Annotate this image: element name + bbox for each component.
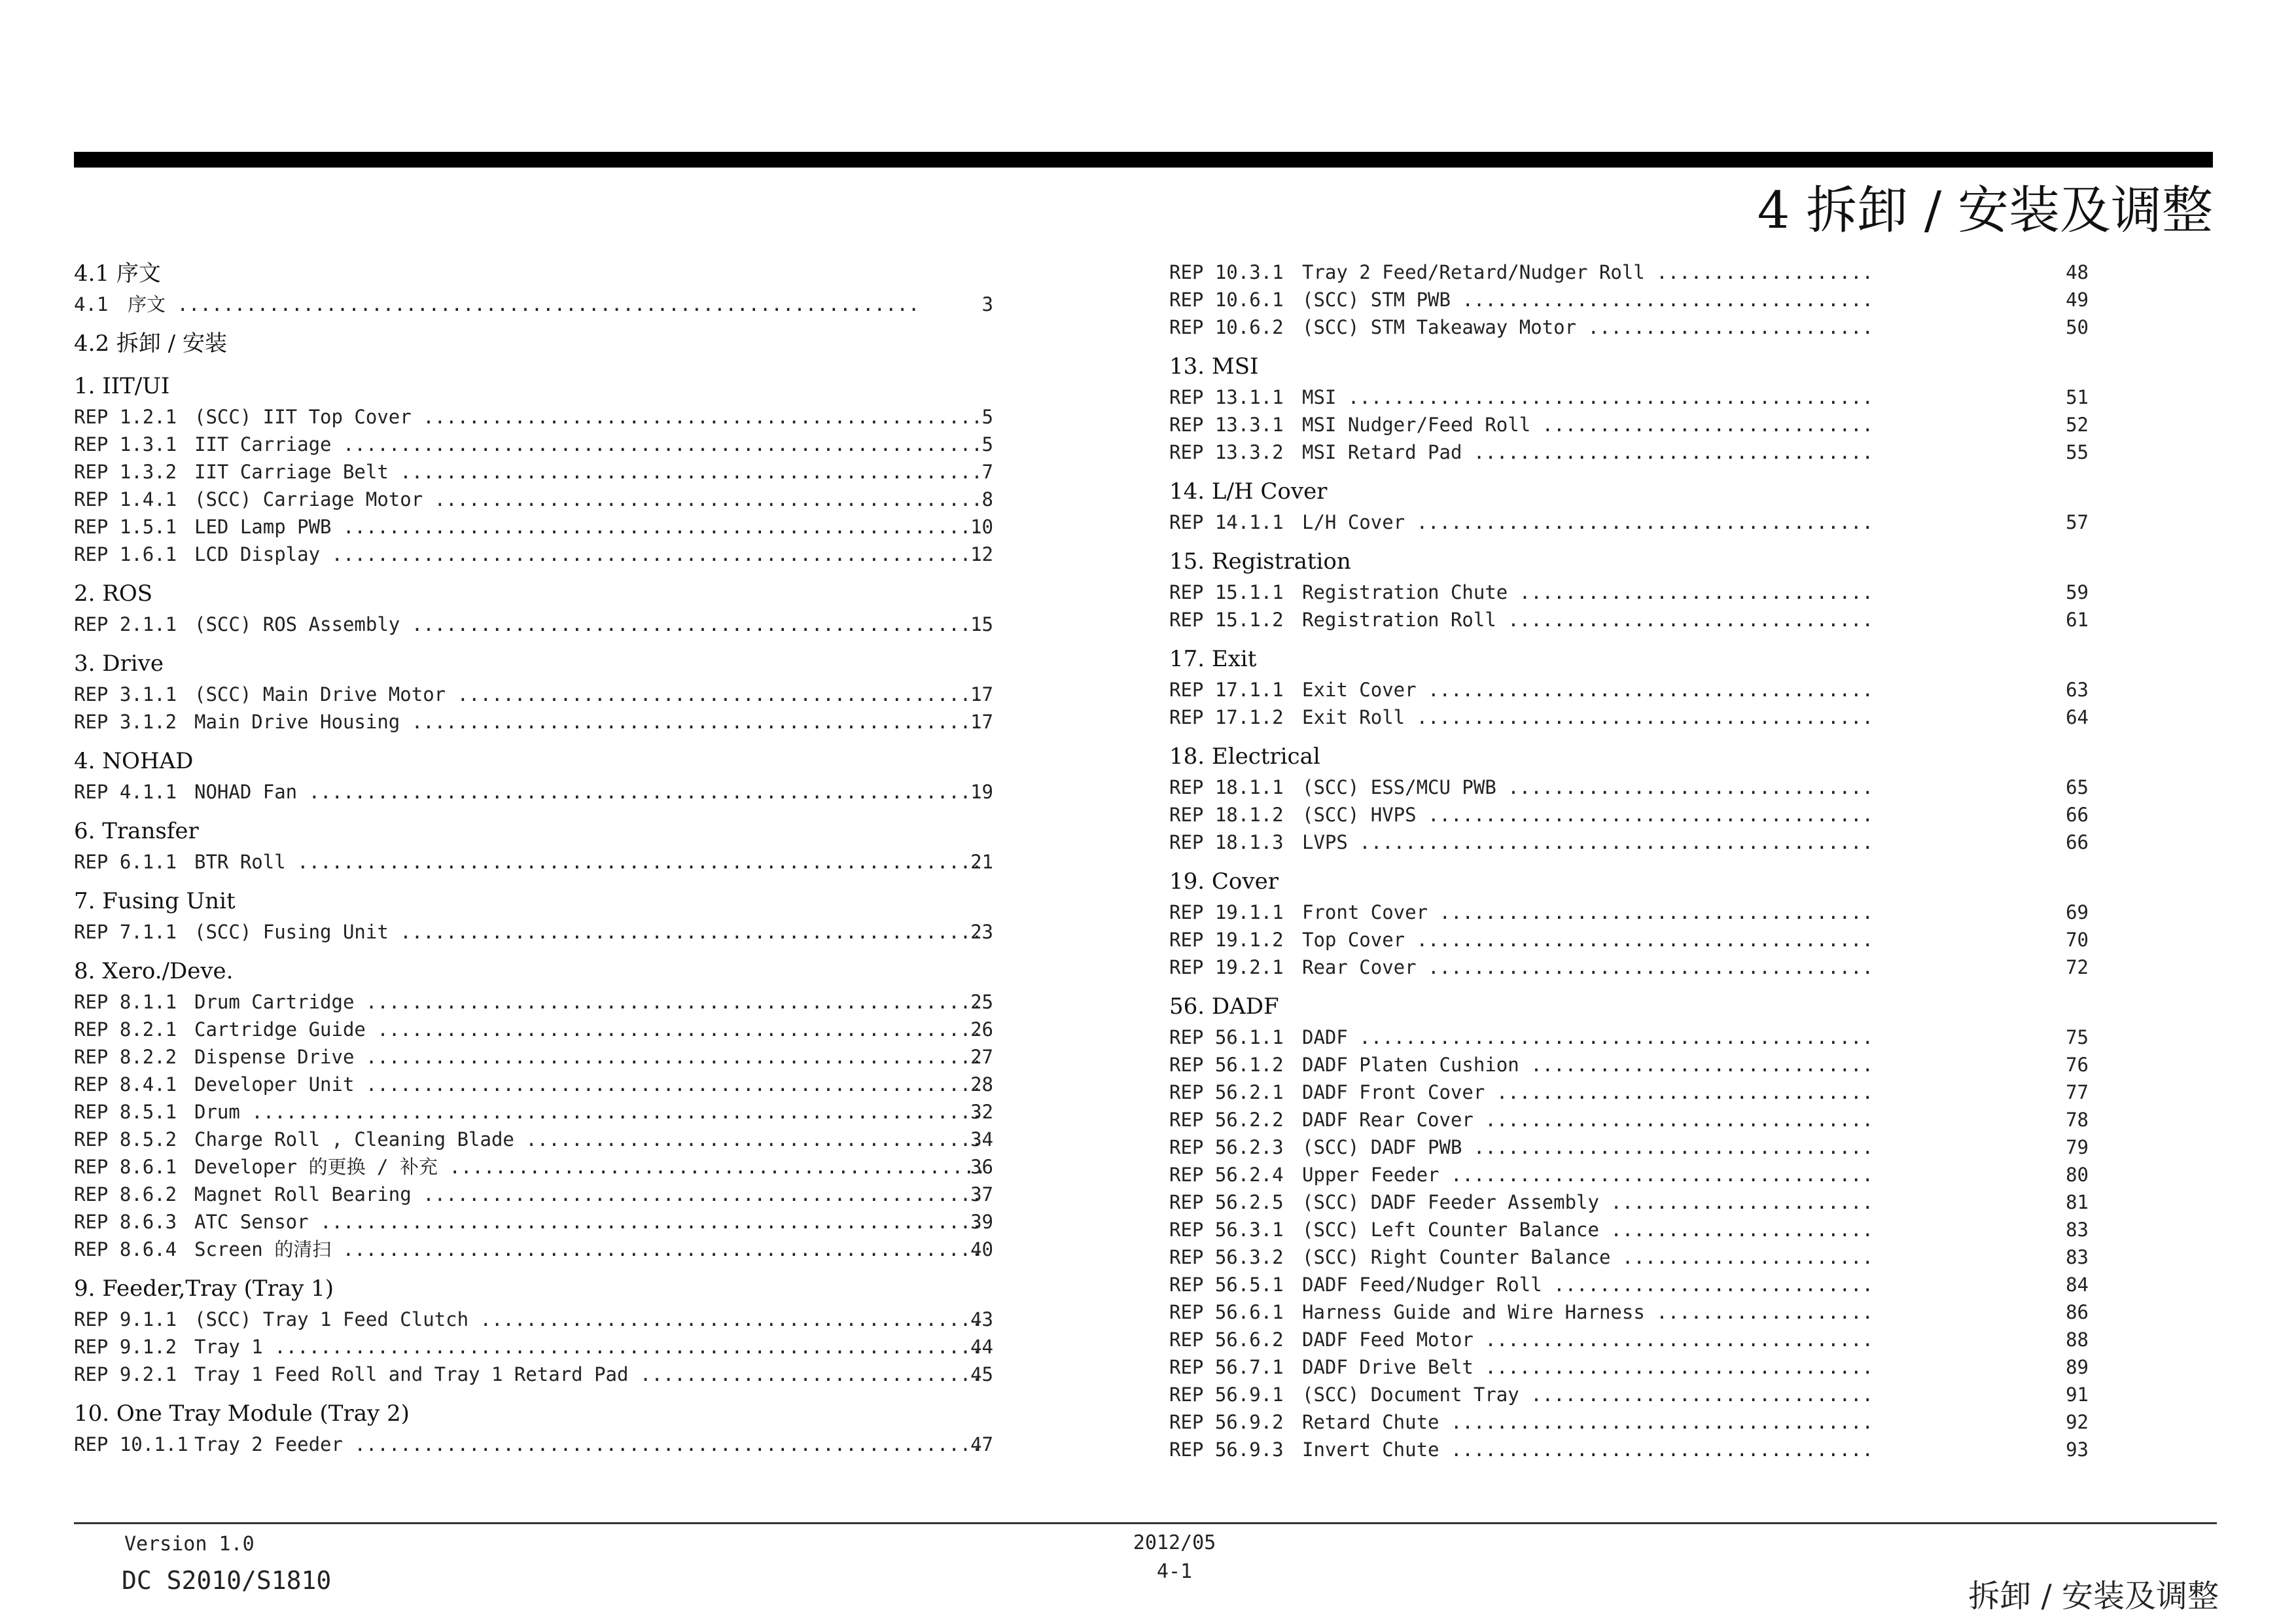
toc-entry-ref: REP 18.1.3 bbox=[1169, 831, 1284, 853]
toc-entry-title: MSI ..... bbox=[1302, 384, 1871, 410]
toc-entry-page: 70 bbox=[2066, 929, 2089, 951]
toc-entry-page: 27 bbox=[970, 1046, 993, 1068]
toc-entry-ref: REP 8.6.3 bbox=[74, 1211, 177, 1233]
toc-entry-ref: REP 19.1.2 bbox=[1169, 929, 1284, 951]
toc-entry[interactable] bbox=[1169, 1079, 2089, 1105]
toc-entry[interactable] bbox=[74, 431, 993, 457]
toc-entry-title: LVPS ..... bbox=[1302, 829, 1871, 855]
section-heading: 4.1 序文 bbox=[74, 260, 161, 287]
toc-entry-ref: REP 56.3.1 bbox=[1169, 1219, 1284, 1241]
footer-rule bbox=[74, 1522, 2217, 1524]
toc-entry-title: DADF Feed/Nudger Roll ..... bbox=[1302, 1272, 1871, 1298]
toc-entry-page: 39 bbox=[970, 1211, 993, 1233]
toc-entry[interactable] bbox=[74, 919, 993, 945]
toc-entry-ref: REP 7.1.1 bbox=[74, 921, 177, 943]
toc-entry-title: (SCC) Main Drive Motor ..... bbox=[194, 681, 986, 707]
toc-entry-page: 28 bbox=[970, 1073, 993, 1096]
toc-entry-title: Rear Cover ..... bbox=[1302, 954, 1871, 980]
toc-entry-ref: REP 18.1.2 bbox=[1169, 804, 1284, 826]
toc-entry-ref: REP 13.3.2 bbox=[1169, 441, 1284, 463]
toc-entry-page: 3 bbox=[981, 293, 993, 315]
section-heading: 3. Drive bbox=[74, 651, 164, 677]
toc-entry-page: 10 bbox=[970, 516, 993, 538]
toc-entry-page: 23 bbox=[970, 921, 993, 943]
toc-entry[interactable] bbox=[1169, 287, 2089, 313]
toc-entry-ref: REP 8.4.1 bbox=[74, 1073, 177, 1096]
toc-entry-title: Harness Guide and Wire Harness ..... bbox=[1302, 1299, 1871, 1325]
section-heading: 9. Feeder,Tray (Tray 1) bbox=[74, 1275, 334, 1302]
toc-entry-ref: 4.1 bbox=[74, 293, 109, 315]
toc-entry[interactable] bbox=[74, 1071, 993, 1097]
toc-entry[interactable] bbox=[1169, 1272, 2089, 1298]
toc-entry-ref: REP 19.1.1 bbox=[1169, 901, 1284, 923]
section-heading: 2. ROS bbox=[74, 580, 153, 607]
toc-entry-page: 5 bbox=[981, 433, 993, 455]
toc-entry[interactable] bbox=[1169, 412, 2089, 438]
toc-entry-page: 66 bbox=[2066, 831, 2089, 853]
toc-entry-ref: REP 10.6.1 bbox=[1169, 289, 1284, 311]
toc-entry[interactable] bbox=[1169, 1354, 2089, 1380]
toc-entry-page: 26 bbox=[970, 1018, 993, 1041]
section-heading: 1. IIT/UI bbox=[74, 373, 170, 399]
toc-entry-ref: REP 1.3.2 bbox=[74, 461, 177, 483]
toc-entry[interactable] bbox=[74, 681, 993, 707]
toc-entry[interactable] bbox=[1169, 607, 2089, 633]
toc-entry-ref: REP 18.1.1 bbox=[1169, 776, 1284, 798]
toc-entry-ref: REP 8.6.1 bbox=[74, 1156, 177, 1178]
toc-entry-ref: REP 17.1.2 bbox=[1169, 706, 1284, 728]
toc-entry-title: (SCC) STM Takeaway Motor ..... bbox=[1302, 314, 1871, 340]
toc-entry-page: 47 bbox=[970, 1433, 993, 1455]
toc-entry-title: (SCC) Carriage Motor ..... bbox=[194, 486, 986, 512]
section-heading: 6. Transfer bbox=[74, 818, 199, 844]
toc-entry-ref: REP 19.2.1 bbox=[1169, 956, 1284, 978]
toc-entry-title: ATC Sensor ..... bbox=[194, 1209, 986, 1235]
toc-entry-ref: REP 8.2.2 bbox=[74, 1046, 177, 1068]
toc-entry-page: 72 bbox=[2066, 956, 2089, 978]
toc-entry-title: Tray 1 Feed Roll and Tray 1 Retard Pad ..... bbox=[194, 1361, 986, 1387]
toc-entry-title: Registration Chute ..... bbox=[1302, 579, 1871, 605]
toc-entry-page: 8 bbox=[981, 488, 993, 510]
toc-entry-page: 81 bbox=[2066, 1191, 2089, 1213]
toc-entry-title: DADF Rear Cover ..... bbox=[1302, 1107, 1871, 1133]
section-heading: 56. DADF bbox=[1169, 993, 1279, 1020]
toc-entry[interactable] bbox=[1169, 439, 2089, 465]
toc-entry-page: 52 bbox=[2066, 414, 2089, 436]
toc-entry[interactable] bbox=[74, 989, 993, 1015]
toc-entry-ref: REP 10.3.1 bbox=[1169, 261, 1284, 283]
footer-date: 2012/05 bbox=[1133, 1531, 1216, 1554]
toc-entry-ref: REP 56.1.2 bbox=[1169, 1054, 1284, 1076]
toc-entry-page: 88 bbox=[2066, 1329, 2089, 1351]
toc-entry-page: 12 bbox=[970, 543, 993, 565]
toc-entry-title: (SCC) DADF Feeder Assembly ..... bbox=[1302, 1189, 1871, 1215]
toc-entry-page: 36 bbox=[970, 1156, 993, 1178]
toc-entry-page: 64 bbox=[2066, 706, 2089, 728]
toc-entry-title: MSI Nudger/Feed Roll ..... bbox=[1302, 412, 1871, 438]
toc-entry-page: 5 bbox=[981, 406, 993, 428]
toc-entry-page: 17 bbox=[970, 683, 993, 705]
toc-entry-ref: REP 9.1.1 bbox=[74, 1308, 177, 1330]
toc-entry[interactable] bbox=[1169, 802, 2089, 828]
toc-entry-title: NOHAD Fan ..... bbox=[194, 779, 986, 805]
toc-entry-title: Charge Roll , Cleaning Blade ..... bbox=[194, 1126, 986, 1152]
toc-entry[interactable] bbox=[74, 1181, 993, 1207]
toc-entry-title: Retard Chute ..... bbox=[1302, 1409, 1871, 1435]
toc-entry-page: 51 bbox=[2066, 386, 2089, 408]
toc-entry-page: 45 bbox=[970, 1363, 993, 1385]
toc-entry-title: Tray 2 Feeder ..... bbox=[194, 1431, 986, 1457]
toc-entry-page: 19 bbox=[970, 781, 993, 803]
toc-entry-page: 63 bbox=[2066, 679, 2089, 701]
toc-entry-title: (SCC) Document Tray ..... bbox=[1302, 1382, 1871, 1408]
toc-entry-ref: REP 3.1.2 bbox=[74, 711, 177, 733]
toc-entry-title: (SCC) Left Counter Balance ..... bbox=[1302, 1217, 1871, 1243]
toc-entry-page: 91 bbox=[2066, 1383, 2089, 1406]
toc-entry-title: IIT Carriage Belt ..... bbox=[194, 459, 986, 485]
toc-entry-title: Developer Unit ..... bbox=[194, 1071, 986, 1097]
toc-entry-title: Exit Cover ..... bbox=[1302, 677, 1871, 703]
toc-entry-page: 65 bbox=[2066, 776, 2089, 798]
toc-entry[interactable] bbox=[1169, 384, 2089, 410]
toc-entry-title: Main Drive Housing ..... bbox=[194, 709, 986, 735]
toc-entry[interactable] bbox=[74, 1209, 993, 1235]
toc-entry[interactable] bbox=[1169, 1244, 2089, 1270]
toc-entry-page: 80 bbox=[2066, 1164, 2089, 1186]
toc-entry[interactable] bbox=[74, 1334, 993, 1360]
toc-entry-page: 89 bbox=[2066, 1356, 2089, 1378]
toc-entry-ref: REP 10.6.2 bbox=[1169, 316, 1284, 338]
toc-entry[interactable] bbox=[74, 1236, 993, 1262]
toc-entry-ref: REP 56.5.1 bbox=[1169, 1274, 1284, 1296]
toc-entry-page: 37 bbox=[970, 1183, 993, 1205]
toc-entry-page: 59 bbox=[2066, 581, 2089, 603]
toc-entry-ref: REP 8.6.2 bbox=[74, 1183, 177, 1205]
toc-entry[interactable] bbox=[1169, 1327, 2089, 1353]
toc-entry-ref: REP 9.1.2 bbox=[74, 1336, 177, 1358]
toc-entry-ref: REP 56.2.5 bbox=[1169, 1191, 1284, 1213]
toc-entry-ref: REP 14.1.1 bbox=[1169, 511, 1284, 533]
toc-entry-title: (SCC) Fusing Unit ..... bbox=[194, 919, 986, 945]
section-heading: 14. L/H Cover bbox=[1169, 478, 1328, 505]
toc-entry-ref: REP 3.1.1 bbox=[74, 683, 177, 705]
toc-entry[interactable] bbox=[74, 1361, 993, 1387]
footer-page-number: 4-1 bbox=[1156, 1560, 1193, 1583]
toc-entry[interactable] bbox=[1169, 1299, 2089, 1325]
toc-entry-ref: REP 8.5.1 bbox=[74, 1101, 177, 1123]
toc-entry-title: Developer 的更换 / 补充 ..... bbox=[194, 1154, 986, 1180]
toc-entry-title: Tray 1 ..... bbox=[194, 1334, 986, 1360]
header-rule bbox=[74, 152, 2213, 168]
footer-model: DC S2010/S1810 bbox=[122, 1566, 332, 1595]
footer-version: Version 1.0 bbox=[124, 1533, 255, 1556]
toc-entry-title: Invert Chute ..... bbox=[1302, 1436, 1871, 1463]
toc-entry-ref: REP 10.1.1 bbox=[74, 1433, 188, 1455]
toc-entry-page: 55 bbox=[2066, 441, 2089, 463]
toc-entry-title: L/H Cover ..... bbox=[1302, 509, 1871, 535]
toc-entry-ref: REP 56.2.2 bbox=[1169, 1109, 1284, 1131]
section-heading: 19. Cover bbox=[1169, 868, 1279, 895]
section-heading: 15. Registration bbox=[1169, 548, 1351, 575]
toc-entry-title: Upper Feeder ..... bbox=[1302, 1162, 1871, 1188]
toc-entry-ref: REP 8.1.1 bbox=[74, 991, 177, 1013]
toc-entry[interactable] bbox=[1169, 1162, 2089, 1188]
toc-entry-title: (SCC) DADF PWB ..... bbox=[1302, 1134, 1871, 1160]
toc-entry-page: 69 bbox=[2066, 901, 2089, 923]
section-heading: 8. Xero./Deve. bbox=[74, 958, 234, 984]
section-heading: 4. NOHAD bbox=[74, 748, 194, 774]
toc-entry-title: Registration Roll ..... bbox=[1302, 607, 1871, 633]
toc-entry-page: 17 bbox=[970, 711, 993, 733]
toc-entry-ref: REP 15.1.1 bbox=[1169, 581, 1284, 603]
toc-entry-page: 48 bbox=[2066, 261, 2089, 283]
toc-entry-page: 93 bbox=[2066, 1438, 2089, 1461]
toc-entry-ref: REP 13.3.1 bbox=[1169, 414, 1284, 436]
toc-entry-ref: REP 4.1.1 bbox=[74, 781, 177, 803]
toc-entry[interactable] bbox=[74, 709, 993, 735]
toc-entry-ref: REP 56.3.2 bbox=[1169, 1246, 1284, 1268]
toc-entry-ref: REP 56.1.1 bbox=[1169, 1026, 1284, 1048]
toc-entry-title: Drum Cartridge ..... bbox=[194, 989, 986, 1015]
toc-entry-title: DADF Platen Cushion ..... bbox=[1302, 1052, 1871, 1078]
toc-entry-title: DADF Feed Motor ..... bbox=[1302, 1327, 1871, 1353]
toc-entry-title: DADF Front Cover ..... bbox=[1302, 1079, 1871, 1105]
toc-entry-title: 序文 ..... bbox=[128, 291, 919, 317]
toc-entry[interactable] bbox=[74, 459, 993, 485]
toc-entry[interactable] bbox=[1169, 509, 2089, 535]
toc-entry-title: Exit Roll ..... bbox=[1302, 704, 1871, 730]
toc-entry[interactable] bbox=[74, 849, 993, 875]
toc-entry-page: 57 bbox=[2066, 511, 2089, 533]
toc-entry-ref: REP 56.2.1 bbox=[1169, 1081, 1284, 1103]
toc-entry[interactable] bbox=[1169, 1409, 2089, 1435]
toc-entry[interactable] bbox=[74, 514, 993, 540]
toc-entry[interactable] bbox=[1169, 1024, 2089, 1050]
toc-entry[interactable] bbox=[74, 404, 993, 430]
toc-entry[interactable] bbox=[1169, 1436, 2089, 1463]
section-heading: 18. Electrical bbox=[1169, 743, 1320, 770]
toc-entry-page: 75 bbox=[2066, 1026, 2089, 1048]
toc-entry-ref: REP 56.7.1 bbox=[1169, 1356, 1284, 1378]
toc-entry-page: 61 bbox=[2066, 609, 2089, 631]
chapter-title: 4 拆卸 / 安装及调整 bbox=[1757, 181, 2213, 240]
toc-entry-title: IIT Carriage ..... bbox=[194, 431, 986, 457]
toc-entry-title: Screen 的清扫 ..... bbox=[194, 1236, 986, 1262]
toc-entry-page: 78 bbox=[2066, 1109, 2089, 1131]
section-heading: 7. Fusing Unit bbox=[74, 888, 236, 914]
toc-entry-page: 79 bbox=[2066, 1136, 2089, 1158]
toc-entry[interactable] bbox=[1169, 1382, 2089, 1408]
toc-entry[interactable] bbox=[1169, 677, 2089, 703]
toc-entry-ref: REP 8.5.2 bbox=[74, 1128, 177, 1150]
toc-entry-page: 92 bbox=[2066, 1411, 2089, 1433]
toc-entry[interactable] bbox=[1169, 1052, 2089, 1078]
section-heading: 4.2 拆卸 / 安装 bbox=[74, 330, 227, 357]
toc-entry-page: 32 bbox=[970, 1101, 993, 1123]
toc-entry-ref: REP 56.2.4 bbox=[1169, 1164, 1284, 1186]
toc-entry-ref: REP 1.3.1 bbox=[74, 433, 177, 455]
toc-entry-title: (SCC) STM PWB ..... bbox=[1302, 287, 1871, 313]
section-heading: 17. Exit bbox=[1169, 646, 1257, 672]
toc-entry-page: 83 bbox=[2066, 1246, 2089, 1268]
toc-entry-title: DADF Drive Belt ..... bbox=[1302, 1354, 1871, 1380]
toc-entry-ref: REP 13.1.1 bbox=[1169, 386, 1284, 408]
toc-entry-title: (SCC) HVPS ..... bbox=[1302, 802, 1871, 828]
toc-entry-title: Drum ..... bbox=[194, 1099, 986, 1125]
toc-entry-page: 50 bbox=[2066, 316, 2089, 338]
toc-entry-page: 49 bbox=[2066, 289, 2089, 311]
toc-entry-page: 77 bbox=[2066, 1081, 2089, 1103]
toc-entry-title: MSI Retard Pad ..... bbox=[1302, 439, 1871, 465]
toc-entry-ref: REP 56.2.3 bbox=[1169, 1136, 1284, 1158]
footer-section-title: 拆卸 / 安装及调整 bbox=[1968, 1578, 2219, 1614]
toc-entry-title: Front Cover ..... bbox=[1302, 899, 1871, 925]
toc-entry-title: (SCC) ROS Assembly ..... bbox=[194, 611, 986, 637]
toc-entry[interactable] bbox=[74, 1099, 993, 1125]
toc-entry-page: 7 bbox=[981, 461, 993, 483]
toc-entry-ref: REP 17.1.1 bbox=[1169, 679, 1284, 701]
toc-entry-page: 44 bbox=[970, 1336, 993, 1358]
toc-entry-ref: REP 9.2.1 bbox=[74, 1363, 177, 1385]
toc-entry-ref: REP 56.6.1 bbox=[1169, 1301, 1284, 1323]
toc-entry[interactable] bbox=[74, 1431, 993, 1457]
toc-entry-page: 43 bbox=[970, 1308, 993, 1330]
toc-entry[interactable] bbox=[74, 1016, 993, 1043]
toc-entry-ref: REP 56.6.2 bbox=[1169, 1329, 1284, 1351]
toc-entry-title: Cartridge Guide ..... bbox=[194, 1016, 986, 1043]
section-heading: 13. MSI bbox=[1169, 353, 1259, 380]
toc-entry-ref: REP 1.2.1 bbox=[74, 406, 177, 428]
toc-entry-title: (SCC) ESS/MCU PWB ..... bbox=[1302, 774, 1871, 800]
toc-entry[interactable] bbox=[1169, 579, 2089, 605]
toc-entry-page: 40 bbox=[970, 1238, 993, 1260]
section-heading: 10. One Tray Module (Tray 2) bbox=[74, 1400, 410, 1427]
toc-entry-ref: REP 56.9.1 bbox=[1169, 1383, 1284, 1406]
toc-entry-title: LCD Display ..... bbox=[194, 541, 986, 567]
toc-entry[interactable] bbox=[1169, 829, 2089, 855]
toc-entry-title: Tray 2 Feed/Retard/Nudger Roll ..... bbox=[1302, 259, 1871, 285]
toc-entry-title: Magnet Roll Bearing ..... bbox=[194, 1181, 986, 1207]
toc-entry-ref: REP 56.9.2 bbox=[1169, 1411, 1284, 1433]
toc-entry-title: (SCC) Right Counter Balance ..... bbox=[1302, 1244, 1871, 1270]
toc-entry[interactable] bbox=[1169, 899, 2089, 925]
toc-entry-title: BTR Roll ..... bbox=[194, 849, 986, 875]
toc-entry-page: 34 bbox=[970, 1128, 993, 1150]
toc-entry[interactable] bbox=[1169, 1134, 2089, 1160]
toc-entry-title: Dispense Drive ..... bbox=[194, 1044, 986, 1070]
toc-entry[interactable] bbox=[1169, 774, 2089, 800]
toc-entry[interactable] bbox=[74, 291, 993, 317]
toc-entry-ref: REP 8.6.4 bbox=[74, 1238, 177, 1260]
toc-entry-ref: REP 6.1.1 bbox=[74, 851, 177, 873]
toc-entry-ref: REP 1.6.1 bbox=[74, 543, 177, 565]
toc-entry-ref: REP 56.9.3 bbox=[1169, 1438, 1284, 1461]
toc-entry[interactable] bbox=[1169, 1217, 2089, 1243]
toc-entry-title: DADF ..... bbox=[1302, 1024, 1871, 1050]
toc-entry[interactable] bbox=[74, 611, 993, 637]
toc-entry[interactable] bbox=[74, 1126, 993, 1152]
toc-entry-page: 15 bbox=[970, 613, 993, 635]
toc-entry-page: 21 bbox=[970, 851, 993, 873]
toc-entry-title: Top Cover ..... bbox=[1302, 927, 1871, 953]
toc-entry[interactable] bbox=[1169, 1107, 2089, 1133]
toc-entry-title: LED Lamp PWB ..... bbox=[194, 514, 986, 540]
toc-entry[interactable] bbox=[1169, 259, 2089, 285]
toc-entry[interactable] bbox=[1169, 927, 2089, 953]
toc-entry-title: (SCC) IIT Top Cover ..... bbox=[194, 404, 986, 430]
toc-entry[interactable] bbox=[1169, 954, 2089, 980]
toc-entry-page: 84 bbox=[2066, 1274, 2089, 1296]
toc-entry[interactable] bbox=[74, 541, 993, 567]
toc-entry-ref: REP 2.1.1 bbox=[74, 613, 177, 635]
toc-entry[interactable] bbox=[1169, 1189, 2089, 1215]
toc-entry[interactable] bbox=[1169, 704, 2089, 730]
toc-entry-title: (SCC) Tray 1 Feed Clutch ..... bbox=[194, 1306, 986, 1332]
toc-entry[interactable] bbox=[74, 1154, 993, 1180]
toc-entry-ref: REP 8.2.1 bbox=[74, 1018, 177, 1041]
toc-entry-page: 83 bbox=[2066, 1219, 2089, 1241]
toc-entry[interactable] bbox=[1169, 314, 2089, 340]
toc-entry-ref: REP 1.4.1 bbox=[74, 488, 177, 510]
toc-entry[interactable] bbox=[74, 1044, 993, 1070]
toc-entry-page: 86 bbox=[2066, 1301, 2089, 1323]
toc-entry-page: 66 bbox=[2066, 804, 2089, 826]
toc-entry[interactable] bbox=[74, 486, 993, 512]
toc-entry-ref: REP 15.1.2 bbox=[1169, 609, 1284, 631]
toc-entry[interactable] bbox=[74, 779, 993, 805]
toc-entry-page: 25 bbox=[970, 991, 993, 1013]
toc-entry-page: 76 bbox=[2066, 1054, 2089, 1076]
toc-entry-ref: REP 1.5.1 bbox=[74, 516, 177, 538]
toc-entry[interactable] bbox=[74, 1306, 993, 1332]
